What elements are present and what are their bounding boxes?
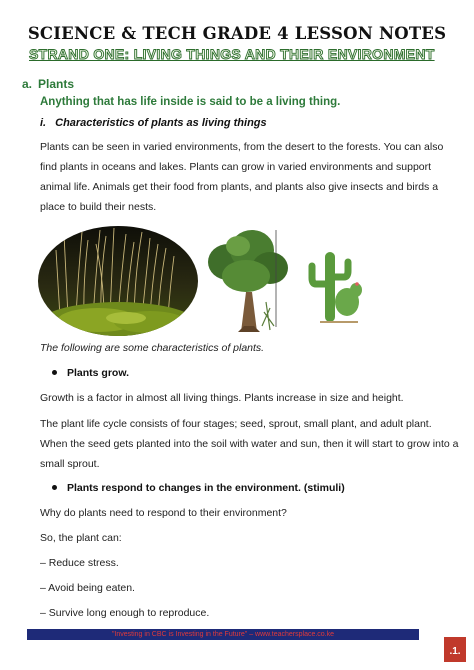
bullet-plants-grow xyxy=(52,367,129,379)
cactus-illustration xyxy=(312,252,362,322)
bullet-plants-respond xyxy=(52,482,345,494)
subsection-heading xyxy=(40,117,267,129)
definition-text: Anything that has life inside is said to be a living thing. xyxy=(40,96,341,108)
section-letter: a. xyxy=(22,77,33,91)
plant-figures xyxy=(38,222,398,340)
subsection-title: Characteristics of plants as living things xyxy=(55,117,267,129)
bullet-icon xyxy=(52,370,57,375)
moss-grass-photo xyxy=(38,222,200,340)
bullet-text: Plants grow. xyxy=(67,367,130,379)
page-title: SCIENCE & TECH GRADE 4 LESSON NOTES xyxy=(27,24,447,43)
growth-paragraph: Growth is a factor in almost all living things. Plants increase in size and height. xyxy=(40,392,404,404)
section-title: Plants xyxy=(38,77,75,91)
footer-banner: "Investing in CBC is Investing in the Future" – www.teachersplace.co.ke xyxy=(27,629,419,640)
question-text: Why do plants need to respond to their environment? xyxy=(40,507,287,519)
intro-paragraph: Plants can be seen in varied environments, from the desert to the forests. You can also find plants in oceans and lakes. Plants can grow in varied environments and support animal life. Animals get their food from plants, and plants also give insects and birds a place to build their nests. xyxy=(40,141,444,213)
bullet-icon xyxy=(52,485,57,490)
bullet-text: Plants respond to changes in the environment. (stimuli) xyxy=(67,482,345,494)
life-cycle-paragraph: The plant life cycle consists of four stages; seed, sprout, small plant, and adult plant. When the seed gets planted into the soil with water and sun, then it will start to grow into a small sprout. xyxy=(40,418,459,470)
so-text: So, the plant can: xyxy=(40,532,122,544)
tree-illustration xyxy=(208,230,288,332)
characteristics-intro: The following are some characteristics of plants. xyxy=(40,342,265,354)
page-number: .1. xyxy=(444,637,466,662)
reason-item: – Survive long enough to reproduce. xyxy=(40,607,210,619)
strand-heading: STRAND ONE: LIVING THINGS AND THEIR ENVIRONMENT xyxy=(29,46,435,62)
reason-item: – Reduce stress. xyxy=(40,557,119,569)
section-heading xyxy=(22,77,74,91)
subsection-number: i. xyxy=(40,117,47,129)
reason-item: – Avoid being eaten. xyxy=(40,582,135,594)
